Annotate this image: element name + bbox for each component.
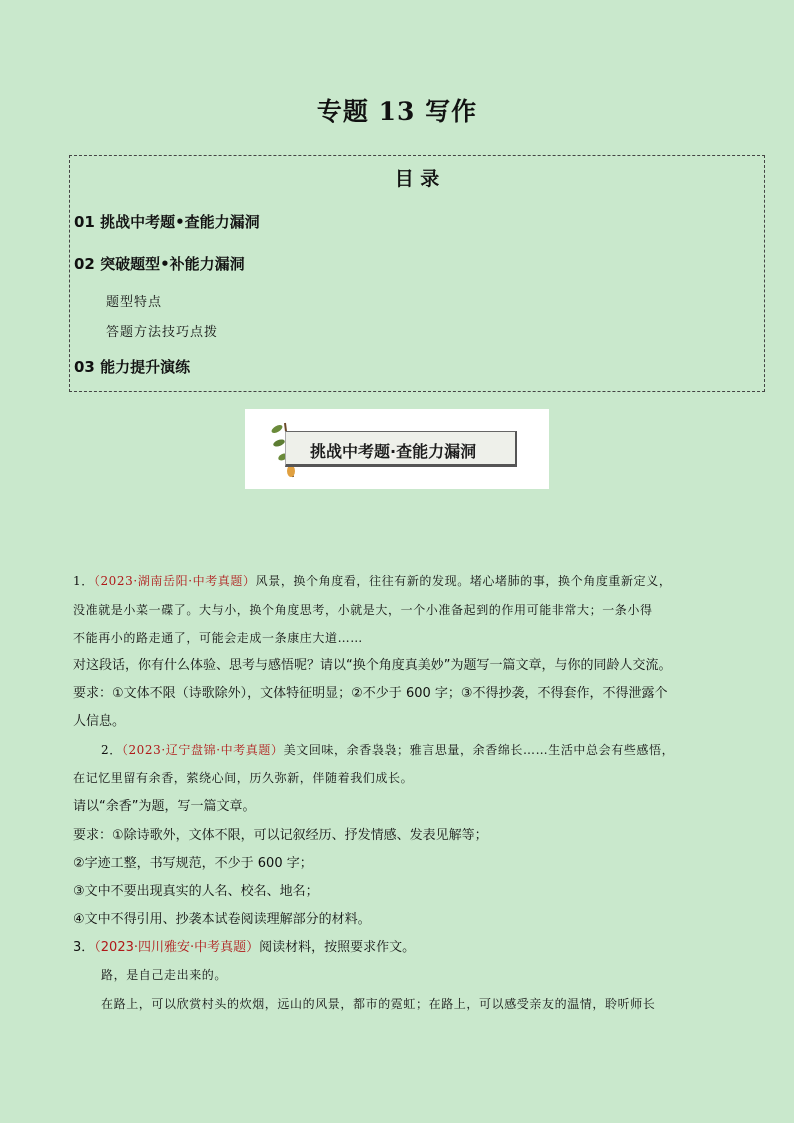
q2-line-5: ②字迹工整，书写规范，不少于 600 字； [73,856,313,871]
q2-line-3: 请以“余香”为题，写一篇文章。 [73,799,256,814]
q1-line-5: 要求：①文体不限（诗歌除外），文体特征明显；②不少于 600 字；③不得抄袭，不得套作，不得泄露个 [73,686,668,701]
q2-line-6: ③文中不要出现真实的人名、校名、地名； [73,884,319,899]
toc-heading: 目 录 [394,168,440,190]
q1-source: （2023·湖南岳阳·中考真题） [93,574,256,588]
banner-title: 挑战中考题·查能力漏洞 [310,442,477,461]
q1-line-2: 没准就是小菜一碟了。大与小，换个角度思考，小就是大，一个小准备起到的作用可能非常大；一条小得 [73,603,653,617]
q3-line-2: 路，是自己走出来的。 [101,968,228,982]
q1-line-3: 不能再小的路走通了，可能会走成一条康庄大道…… [73,631,363,645]
table-of-contents [69,155,765,392]
q3-source: （2023·四川雅安·中考真题） [94,940,260,955]
q3-text-1: 阅读材料，按照要求作文。 [259,940,416,955]
toc-item-03[interactable]: 03 能力提升演练 [74,358,191,376]
q2-source: （2023·辽宁盘锦·中考真题） [121,743,284,757]
q2-line-7: ④文中不得引用、抄袭本试卷阅读理解部分的材料。 [73,912,371,927]
q3-line-3: 在路上，可以欣赏村头的炊烟，远山的风景，都市的霓虹；在路上，可以感受亲友的温情，聆听师长 [101,997,656,1011]
q3-line-1 [73,936,415,955]
toc-item-01[interactable]: 01 挑战中考题•查能力漏洞 [74,213,260,231]
q2-number: 2． [101,743,122,757]
q1-number: 1． [73,574,94,588]
page-title: 专题 13 写作 [316,97,478,126]
q1-line-1 [73,572,671,589]
toc-item-02[interactable]: 02 突破题型•补能力漏洞 [74,255,245,273]
q1-line-6: 人信息。 [73,714,126,729]
toc-subitem-tips[interactable]: 答题方法技巧点拨 [106,325,219,340]
section-banner [245,409,549,489]
q1-text-1: 风景，换个角度看，往往有新的发现。堵心堵肺的事，换个角度重新定义， [255,574,672,588]
q3-number: 3． [73,940,95,955]
q1-line-4: 对这段话，你有什么体验、思考与感悟呢？请以“换个角度真美妙”为题写一篇文章，与你的同龄人交流。 [73,658,672,673]
q2-line-2: 在记忆里留有余香，萦绕心间，历久弥新，伴随着我们成长。 [73,771,414,785]
toc-subitem-features[interactable]: 题型特点 [106,295,163,310]
banner-card [285,431,517,467]
q2-line-4: 要求：①除诗歌外，文体不限，可以记叙经历、抒发情感、发表见解等； [73,828,488,843]
q2-line-1 [101,741,674,758]
q2-text-1: 美文回味，余香袅袅；雅言思量，余香绵长……生活中总会有些感悟， [283,743,675,757]
